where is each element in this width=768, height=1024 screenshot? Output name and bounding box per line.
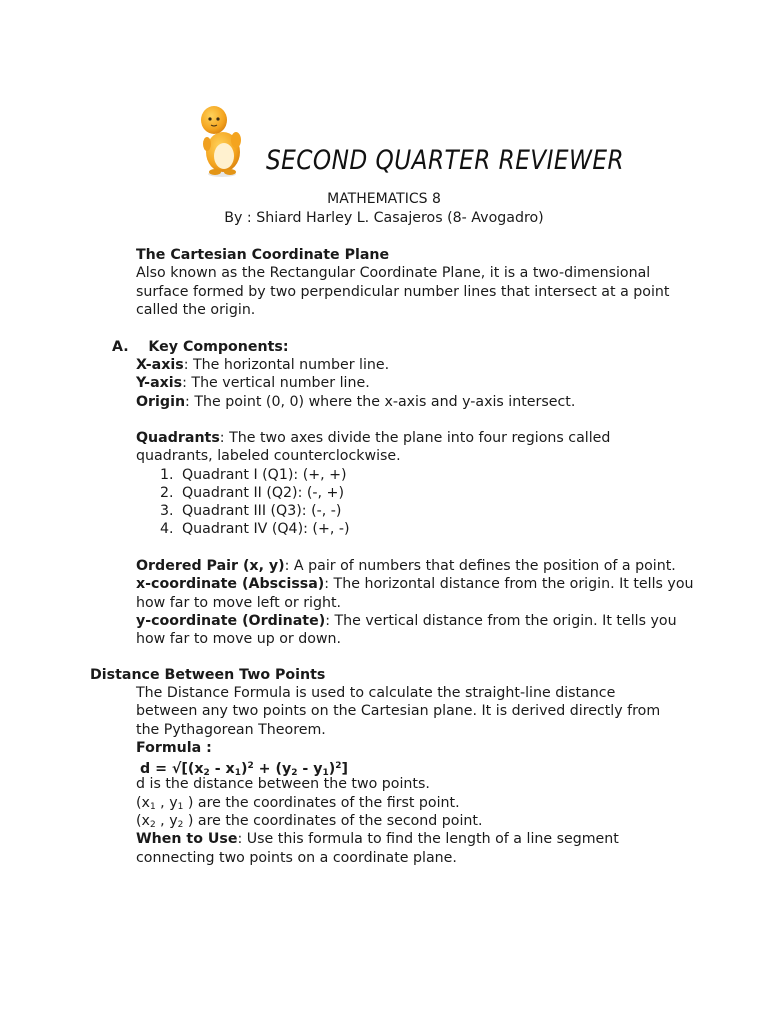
term: Origin [136,393,186,410]
definition: : The vertical number line. [182,375,370,392]
definition: : The vertical distance from the origin. It tells you [325,612,677,629]
mascot-illustration [196,100,248,178]
term: Quadrants [136,430,220,446]
key-components-heading [112,338,289,356]
author-line: By : Shiard Harley L. Casajeros (8- Avogadro) [224,210,544,226]
section-heading: Distance Between Two Points [90,667,326,683]
list-item: 3. Quadrant III (Q3): (-, -) [160,503,342,520]
distance-heading-block [90,666,325,684]
definition: connecting two points on a coordinate plane. [136,849,457,866]
cartesian-section [136,246,669,319]
definition: : The two axes divide the plane into four regions called [219,430,611,446]
definition: how far to move up or down. [136,631,342,648]
term: x-coordinate (Abscissa) [136,576,325,593]
formula-label: Formula : [136,739,212,756]
intro-line: called the origin. [136,301,256,318]
list-item: 2. Quadrant II (Q2): (-, +) [160,484,344,501]
list-item: 1. Quadrant I (Q1): (+, +) [160,466,347,483]
definition: : A pair of numbers that defines the position of a point. [284,558,676,574]
definition: how far to move left or right. [136,594,342,611]
definition: : The horizontal number line. [183,357,390,373]
variable-description: d is the distance between the two points. [136,776,430,793]
intro-line: the Pythagorean Theorem. [136,721,326,738]
coordinates-block [136,557,694,648]
intro-line: surface formed by two perpendicular number lines that intersect at a point [136,283,670,300]
variable-description: ($x_2$ , $y_2$ ) are the coordinates of the second point. [136,813,483,831]
intro-line: Also known as the Rectangular Coordinate Plane, it is a two-dimensional [136,265,651,282]
term: Y-axis [136,375,183,392]
section-heading: The Cartesian Coordinate Plane [136,247,390,263]
term: X-axis [136,357,184,373]
term: When to Use [136,831,238,848]
list-item: 4. Quadrant IV (Q4): (+, -) [160,521,350,538]
variable-description: ($x_1$ , $y_1$ ) are the coordinates of the first point. [136,794,460,812]
definition: : The horizontal distance from the origin. It tells you [324,576,694,593]
definition: quadrants, labeled counterclockwise. [136,448,401,465]
key-components-list [136,356,575,411]
distance-section [136,684,660,867]
intro-line: between any two points on the Cartesian plane. It is derived directly from [136,703,661,720]
page-title: SECOND QUARTER REVIEWER [266,145,625,176]
subject-line: MATHEMATICS 8 [327,191,441,207]
term: Ordered Pair (x, y) [136,558,285,574]
quadrants-block [136,429,610,539]
list-marker: A. [112,339,129,355]
key-components-label: Key Components: [148,339,289,355]
intro-line: The Distance Formula is used to calculate the straight-line distance [136,685,616,701]
distance-formula: $d = √[(x_2 - x_1)^2 + (y_2 - y_1)^2]$ [140,761,348,779]
definition: : Use this formula to find the length of a line segment [237,831,619,848]
term: y-coordinate (Ordinate) [136,612,326,629]
definition: : The point (0, 0) where the x-axis and y-axis intersect. [185,393,576,410]
